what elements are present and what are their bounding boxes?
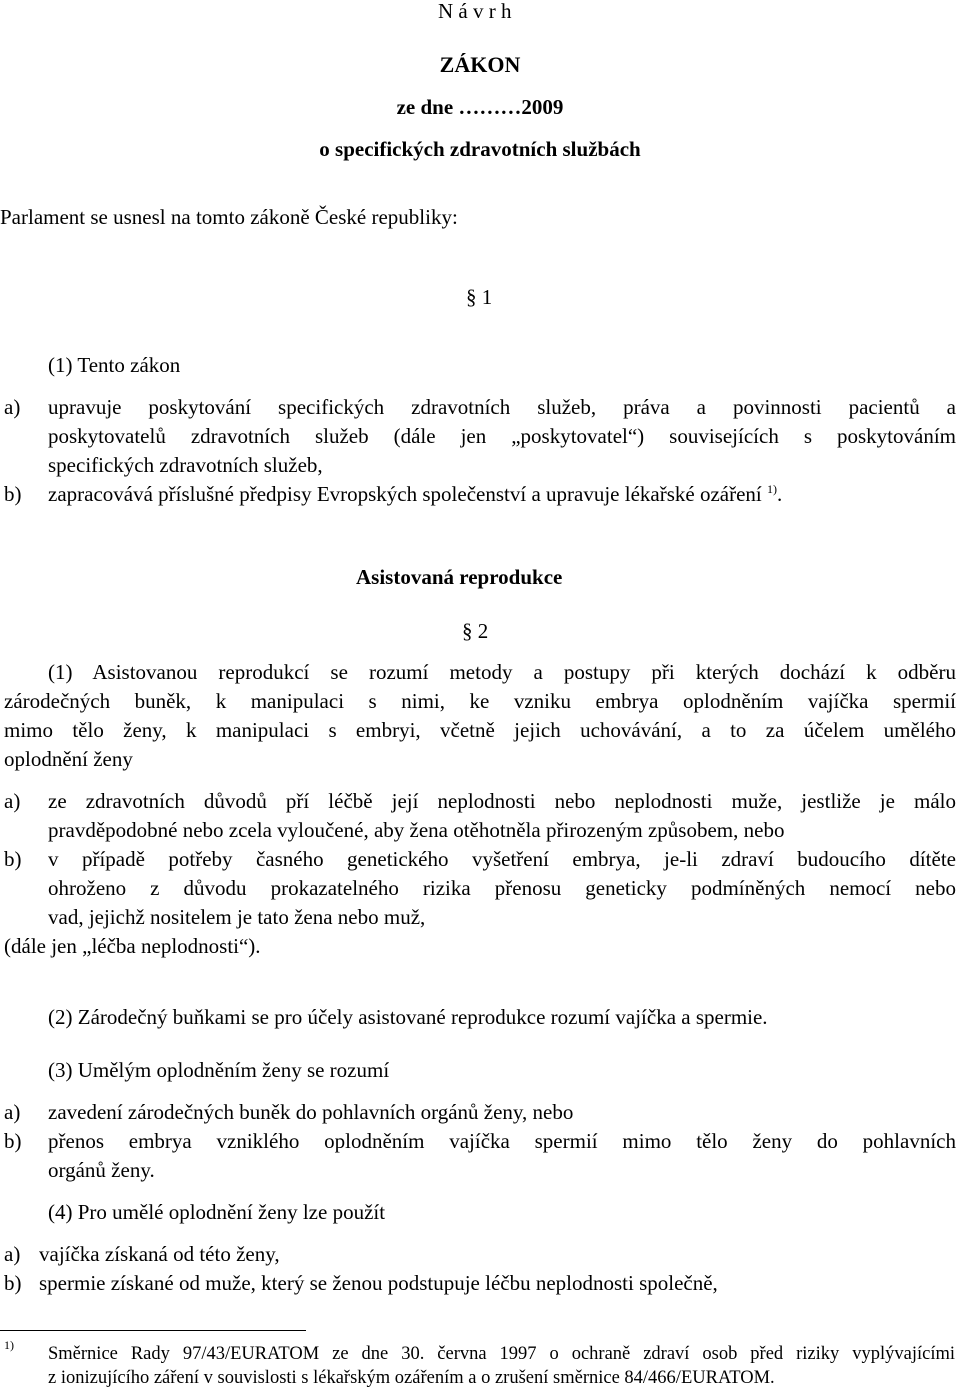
s1-item-b-body: zapracovává příslušné předpisy Evropských společenství a upravuje lékařské ozáření — [48, 482, 762, 506]
s1-item-a-label: a) — [4, 395, 21, 419]
s1-item-b-text — [48, 480, 782, 509]
footnote-ref: 1) — [766, 482, 777, 496]
footnote-marker: 1) — [4, 1338, 14, 1352]
law-title: ZÁKON — [439, 52, 521, 77]
s2-paragraph-2: (2) Zárodečný buňkami se pro účely asistované reprodukce rozumí vajíčka a spermie. — [48, 1005, 768, 1029]
preamble: Parlament se usnesl na tomto zákoně České republiky: — [0, 205, 458, 229]
s2-paragraph-1-close: (dále jen „léčba neplodnosti“). — [4, 934, 261, 958]
footnote-line: z ionizujícího záření v souvislosti s lékařským ozářením a o zrušení směrnice 84/466/EURATOM. — [48, 1368, 775, 1388]
s2-item-b-line: vad, jejichž nositelem je tato žena nebo muž, — [48, 905, 426, 929]
s1-item-a-line: upravuje poskytování specifických zdravotních služeb, práva a povinnosti pacientů a — [48, 395, 956, 419]
section-2-heading: § 2 — [462, 619, 489, 643]
s2-paragraph-1-line: (1) Asistovanou reprodukcí se rozumí metody a postupy při kterých dochází k odběru — [48, 660, 956, 684]
s2-item-b-line: ohroženo z důvodu prokazatelného rizika přenosu geneticky podmíněných nemocí nebo — [48, 876, 956, 900]
s2-item-b-line: v případě potřeby časného genetického vyšetření embrya, je-li zdraví budoucího dítěte — [48, 847, 956, 871]
s1-paragraph-1-intro: (1) Tento zákon — [48, 353, 181, 377]
law-date: ze dne ………2009 — [396, 95, 564, 119]
s2-p3-item-a: zavedení zárodečných buněk do pohlavních orgánů ženy, nebo — [48, 1100, 574, 1124]
s2-paragraph-3-intro: (3) Umělým oplodněním ženy se rozumí — [48, 1058, 390, 1082]
footnote-line: Směrnice Rady 97/43/EURATOM ze dne 30. června 1997 o ochraně zdraví osob před riziky vyplývajícími — [48, 1344, 955, 1364]
s2-p4-item-b: spermie získané od muže, který se ženou podstupuje léčbu neplodnosti společně, — [39, 1271, 718, 1295]
law-subtitle: o specifických zdravotních službách — [319, 137, 641, 161]
s2-item-a-line: pravděpodobné nebo zcela vyloučené, aby žena otěhotněla přirozeným způsobem, nebo — [48, 818, 785, 842]
footnote-separator — [0, 1330, 306, 1331]
s2-p4-item-a: vajíčka získaná od této ženy, — [39, 1242, 280, 1266]
s2-paragraph-1-line: zárodečných buněk, k manipulaci s nimi, ke vzniku embrya oplodněním vajíčka spermií — [4, 689, 956, 713]
s2-p4-item-b-label: b) — [4, 1271, 22, 1295]
s2-p3-item-b-line: přenos embrya vzniklého oplodněním vajíčka spermií mimo tělo ženy do pohlavních — [48, 1129, 956, 1153]
s2-paragraph-1-line: oplodnění ženy — [4, 747, 133, 771]
draft-label: N á v r h — [438, 0, 512, 23]
s1-item-a-line: specifických zdravotních služeb, — [48, 453, 323, 477]
s2-p3-item-b-label: b) — [4, 1129, 22, 1153]
s2-item-a-line: ze zdravotních důvodů pří léčbě její neplodnosti nebo neplodnosti muže, jestliže je málo — [48, 789, 956, 813]
section-title: Asistovaná reprodukce — [356, 565, 563, 589]
s2-item-a-label: a) — [4, 789, 21, 813]
s2-p3-item-a-label: a) — [4, 1100, 21, 1124]
s2-p4-item-a-label: a) — [4, 1242, 21, 1266]
section-1-heading: § 1 — [466, 285, 493, 309]
s2-p3-item-b-line: orgánů ženy. — [48, 1158, 155, 1182]
s1-item-a-line: poskytovatelů zdravotních služeb (dále jen „poskytovatel“) souvisejících s poskytováním — [48, 424, 956, 448]
s1-item-b-end: . — [776, 482, 783, 506]
s2-item-b-label: b) — [4, 847, 22, 871]
s1-item-b-label: b) — [4, 482, 22, 506]
s2-paragraph-4-intro: (4) Pro umělé oplodnění ženy lze použít — [48, 1200, 386, 1224]
s2-paragraph-1-line: mimo tělo ženy, k manipulaci s embryi, včetně jejich uchovávání, a to za účelem umělého — [4, 718, 956, 742]
